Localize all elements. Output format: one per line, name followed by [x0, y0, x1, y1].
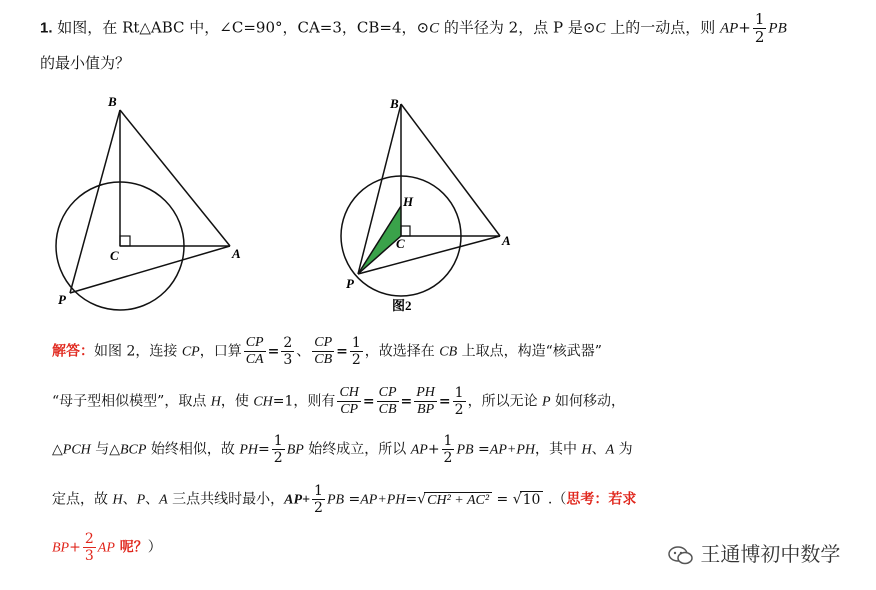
question-line-1 [40, 12, 787, 45]
fraction: $\frac{PH}{BP}$ [416, 385, 435, 417]
fig1-label-a: A [232, 246, 241, 261]
fraction-half: $\frac{1}{2}$ [754, 10, 765, 46]
fig2-label-a: A [502, 233, 511, 248]
fraction: $\frac{1}{2}$ [454, 385, 464, 418]
circle-c-label-2: C [595, 20, 606, 37]
question-number: 1. [40, 19, 53, 37]
fraction: $\frac{1}{2}$ [314, 483, 323, 516]
fig2-label-h: H [403, 194, 414, 209]
ap-term: AP [719, 20, 739, 37]
fraction: $\frac{CP}{CB}$ [314, 335, 333, 367]
fraction: $\frac{CP}{CB}$ [378, 385, 397, 417]
fig1-label-p: P [58, 292, 66, 307]
fig2-label-b: B [390, 96, 399, 111]
fraction: $\frac{CH}{CP}$ [339, 385, 359, 417]
fraction: $\frac{1}{2}$ [443, 433, 453, 466]
wechat-icon [668, 545, 694, 567]
sqrt-expression: CH² + AC² [424, 492, 492, 509]
question-line-2: 的最小值为？ [40, 54, 131, 72]
fraction: $\frac{2}{3}$ [283, 335, 293, 368]
fig2-caption: 图2 [392, 298, 412, 313]
solution-line-5: BP+ $\frac{2}{3}$ AP 呢？） [52, 531, 162, 564]
fraction: $\frac{1}{2}$ [351, 335, 361, 368]
plus-sign: + [738, 18, 751, 37]
circle-c-label: C [429, 20, 440, 37]
question-text-c: 上的一动点，则 [605, 18, 720, 37]
think-label: 思考：若求 [566, 491, 637, 508]
fraction: $\frac{CP}{CA}$ [245, 335, 264, 367]
solution-line-4: 定点，故 H、P、A 三点共线时最小，AP+ $\frac{1}{2}$ PB =AP+PH=√CH² + AC² = √10 .（思考：若求 [52, 483, 637, 516]
fig1-label-c: C [110, 248, 119, 263]
figure-1 [40, 88, 260, 318]
solution-line-3: △PCH 与△BCP 始终相似，故 PH= $\frac{1}{2}$ BP 始终成立，所以 AP+ $\frac{1}{2}$ PB =AP+PH，其中 H、A 为 [52, 433, 633, 466]
pb-term: PB [768, 20, 787, 37]
question-text-a: 如图，在 Rt△ABC 中，∠C=90°，CA=3，CB=4，⊙ [57, 18, 430, 37]
solution-label: 解答 [52, 343, 80, 360]
fraction: $\frac{1}{2}$ [273, 433, 283, 466]
fig2-label-p: P [346, 276, 354, 291]
solution-line-2: “母子型相似模型”，取点 H，使 CH=1，则有 $\frac{CH}{CP}$ = $\frac{CP}{CB}$ = $\frac{PH}{BP}$ = $\frac{1}{2}$ ，所以无论 P 如何移动， [52, 385, 626, 418]
fig1-label-b: B [108, 94, 117, 109]
watermark-text: 王通博初中数学 [700, 542, 841, 566]
fig2-label-c: C [396, 236, 405, 251]
figure-2 [330, 90, 530, 320]
watermark [668, 538, 840, 567]
solution-line-1: 解答：如图 2，连接 CP，口算 $\frac{CP}{CA}$ = $\frac{2}{3}$ 、 $\frac{CP}{CB}$ = $\frac{1}{2}$ ，故选择在 CB 上取点，构造“核武器” [52, 335, 602, 368]
question-text-b: 的半径为 2，点 P 是⊙ [439, 18, 596, 37]
fraction: $\frac{2}{3}$ [84, 531, 94, 564]
sqrt-ten: 10 [520, 491, 544, 508]
